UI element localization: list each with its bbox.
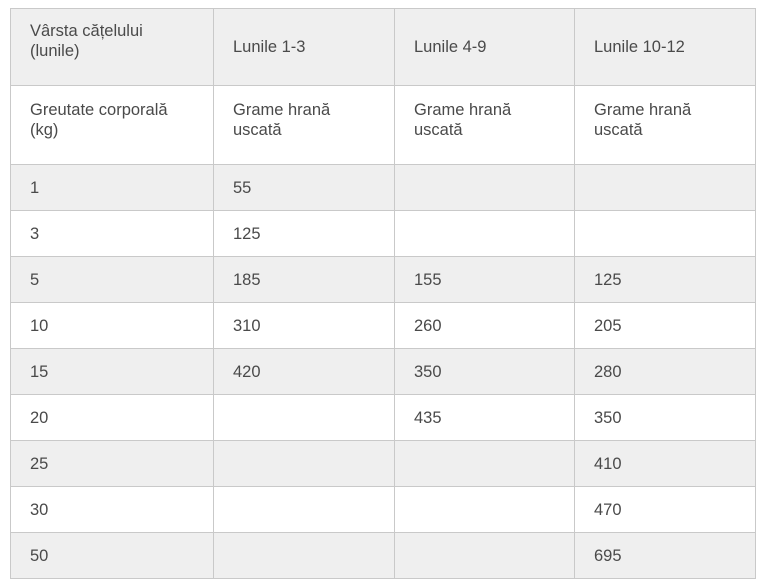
puppy-feeding-table (10, 8, 756, 579)
weight-cell: 10 (11, 303, 214, 349)
header-cell-months-1-3: Lunile 1-3 (214, 9, 395, 86)
weight-cell: 25 (11, 441, 214, 487)
table-row (11, 257, 756, 303)
subheader-row (11, 86, 756, 165)
grams-cell (395, 487, 575, 533)
subheader-cell-weight: Greutate corporală (kg) (11, 86, 214, 165)
grams-cell: 55 (214, 165, 395, 211)
table-row (11, 533, 756, 579)
weight-cell: 1 (11, 165, 214, 211)
grams-cell (214, 441, 395, 487)
grams-cell: 310 (214, 303, 395, 349)
grams-cell (395, 533, 575, 579)
grams-cell: 125 (214, 211, 395, 257)
table-row (11, 211, 756, 257)
grams-cell (395, 211, 575, 257)
grams-cell: 420 (214, 349, 395, 395)
header-cell-months-10-12: Lunile 10-12 (575, 9, 756, 86)
subheader-cell-grams: Grame hrană uscată (395, 86, 575, 165)
grams-cell: 350 (575, 395, 756, 441)
weight-cell: 5 (11, 257, 214, 303)
header-cell-months-4-9: Lunile 4-9 (395, 9, 575, 86)
grams-cell: 435 (395, 395, 575, 441)
subheader-cell-grams: Grame hrană uscată (575, 86, 756, 165)
grams-cell: 410 (575, 441, 756, 487)
grams-cell (395, 441, 575, 487)
table-row (11, 349, 756, 395)
grams-cell: 260 (395, 303, 575, 349)
weight-cell: 20 (11, 395, 214, 441)
grams-cell: 205 (575, 303, 756, 349)
weight-cell: 15 (11, 349, 214, 395)
grams-cell: 695 (575, 533, 756, 579)
grams-cell (214, 533, 395, 579)
grams-cell: 280 (575, 349, 756, 395)
header-cell-age: Vârsta cățelului (lunile) (11, 9, 214, 86)
table-row (11, 441, 756, 487)
table-row (11, 487, 756, 533)
table-row (11, 165, 756, 211)
grams-cell (214, 395, 395, 441)
weight-cell: 3 (11, 211, 214, 257)
subheader-cell-grams: Grame hrană uscată (214, 86, 395, 165)
weight-cell: 30 (11, 487, 214, 533)
grams-cell (214, 487, 395, 533)
grams-cell: 185 (214, 257, 395, 303)
grams-cell: 155 (395, 257, 575, 303)
header-row (11, 9, 756, 86)
grams-cell: 350 (395, 349, 575, 395)
table-row (11, 303, 756, 349)
grams-cell (575, 165, 756, 211)
grams-cell: 470 (575, 487, 756, 533)
table-row (11, 395, 756, 441)
grams-cell (575, 211, 756, 257)
weight-cell: 50 (11, 533, 214, 579)
grams-cell: 125 (575, 257, 756, 303)
grams-cell (395, 165, 575, 211)
